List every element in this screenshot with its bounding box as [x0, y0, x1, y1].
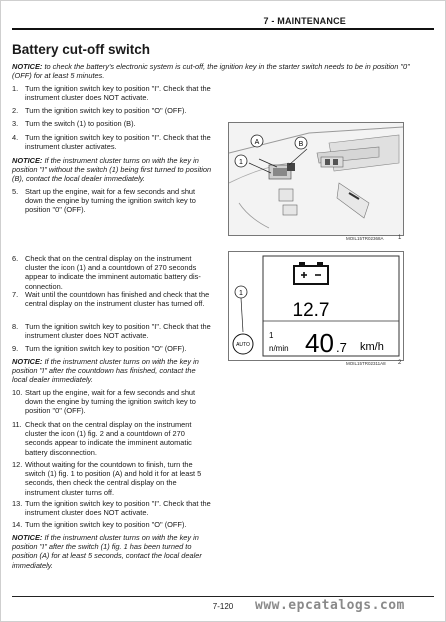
step-13: [12, 499, 212, 517]
switch-illustration: [229, 123, 403, 235]
rpm-unit: n/min: [269, 344, 289, 353]
step-3: [12, 119, 212, 128]
notice-text: If the instrument cluster turns on with the key in position "I" without the switch (1) being first turned to position (B), contact the local dealer immediately.: [12, 156, 212, 184]
notice-text: If the instrument cluster turns on with the key in position "I" after the countdown has finished, contact the local dealer immediately.: [12, 357, 199, 385]
step-number: 6.: [12, 254, 19, 263]
callout-1-label: 1: [239, 290, 243, 297]
section-title: Battery cut-off switch: [12, 42, 151, 57]
step-text: Turn the ignition switch key to position "I". Check that the instrument cluster does NOT activate.: [25, 322, 211, 341]
step-10: [12, 388, 212, 416]
step-2: [12, 106, 212, 115]
step-5: [12, 187, 212, 215]
notice-label: NOTICE:: [12, 533, 43, 542]
step-number: 12.: [12, 460, 23, 469]
callout-b-label: B: [298, 141, 304, 148]
step-number: 7.: [12, 290, 19, 299]
notice-label: NOTICE:: [12, 156, 43, 165]
step-4: [12, 133, 212, 151]
step-text: Start up the engine, wait for a few seconds and shut down the engine by turning the ignition switch key to position "0" (OFF).: [25, 388, 196, 416]
watermark: www.epcatalogs.com: [255, 598, 405, 613]
callout-1-label: 1: [239, 159, 243, 166]
step-text: Check that on the central display on the instrument cluster the icon (1) and a countdown of 270 seconds appear to indicate the imminent automatic battery dis-connection.: [25, 254, 201, 291]
step-11: [12, 420, 212, 457]
step-text: Turn the switch (1) to position (B).: [25, 119, 136, 128]
step-number: 1.: [12, 84, 19, 93]
rpm-value: 1: [269, 331, 274, 340]
figure-2-display: [228, 251, 404, 361]
step-text: Turn the ignition switch key to position "I". Check that the instrument cluster does NOT activate.: [25, 499, 211, 518]
speed-decimal: .7: [336, 340, 347, 355]
step-number: 11.: [12, 420, 22, 429]
footer-rule: [12, 596, 434, 597]
notice-3: [12, 533, 212, 570]
step-number: 4.: [12, 133, 19, 142]
step-text: Wait until the countdown has finished and check that the central display on the instrument cluster has turned off.: [25, 290, 210, 309]
step-text: Check that on the central display on the instrument cluster the icon (1) fig. 2 and a countdown of 270 seconds appear to indicate the imminent automatic battery disconnection.: [25, 420, 192, 457]
step-text: Turn the ignition switch key to position "O" (OFF).: [25, 520, 187, 529]
figure-2-caption: MOIL15TR02311A8: [346, 361, 386, 366]
notice-2: [12, 357, 212, 385]
step-14: [12, 520, 212, 529]
intro-notice: [12, 62, 412, 80]
header-rule: [12, 28, 434, 30]
step-number: 5.: [12, 187, 19, 196]
step-text: Turn the ignition switch key to position "I". Check that the instrument cluster activates.: [25, 133, 211, 152]
step-9: [12, 344, 212, 353]
notice-label: NOTICE:: [12, 357, 43, 366]
speed-unit: km/h: [360, 341, 384, 353]
display-illustration: [229, 252, 403, 360]
page-number: 7-120: [212, 602, 234, 611]
step-number: 13.: [12, 499, 23, 508]
auto-label: AUTO: [236, 342, 250, 348]
step-1: [12, 84, 212, 102]
figure-2-number: 2: [398, 360, 402, 366]
notice-text: to check the battery's electronic system is cut-off, the ignition key in the starter switch needs to be in position "0" (OFF) for at least 5 minutes.: [12, 62, 410, 81]
step-text: Turn the ignition switch key to position "O" (OFF).: [25, 344, 187, 353]
chapter-title: 7 - MAINTENANCE: [263, 16, 346, 26]
step-text: Turn the ignition switch key to position "O" (OFF).: [25, 106, 187, 115]
step-text: Without waiting for the countdown to finish, turn the switch (1) fig. 1 to position (A) and hold it for at least 5 seconds, then check the central display on the instrument cluster turns off.: [25, 460, 202, 497]
figure-1-caption: MOIL15TR02368A: [346, 236, 384, 241]
step-number: 2.: [12, 106, 19, 115]
step-6: [12, 254, 212, 291]
notice-text: If the instrument cluster turns on with the key in position "I" after the switch (1) fig. 1 has been turned to position (A) for at least 5 seconds, contact the local dealer immediately.: [12, 533, 202, 570]
step-number: 9.: [12, 344, 19, 353]
figure-1-number: 1: [398, 235, 402, 241]
step-number: 14.: [12, 520, 23, 529]
step-number: 3.: [12, 119, 19, 128]
step-12: [12, 460, 212, 497]
notice-1: [12, 156, 212, 184]
step-8: [12, 322, 212, 340]
step-number: 8.: [12, 322, 19, 331]
speed-integer: 40: [305, 328, 334, 358]
step-text: Start up the engine, wait for a few seconds and shut down the engine by turning the ignition switch key to position "0" (OFF).: [25, 187, 196, 215]
callout-a-label: A: [254, 139, 260, 146]
figure-1-switch-photo: [228, 122, 404, 236]
step-text: Turn the ignition switch key to position "I". Check that the instrument cluster does NOT activate.: [25, 84, 211, 103]
notice-label: NOTICE:: [12, 62, 43, 71]
step-number: 10.: [12, 388, 23, 397]
voltage-value: 12.7: [292, 300, 330, 321]
step-7: [12, 290, 212, 308]
